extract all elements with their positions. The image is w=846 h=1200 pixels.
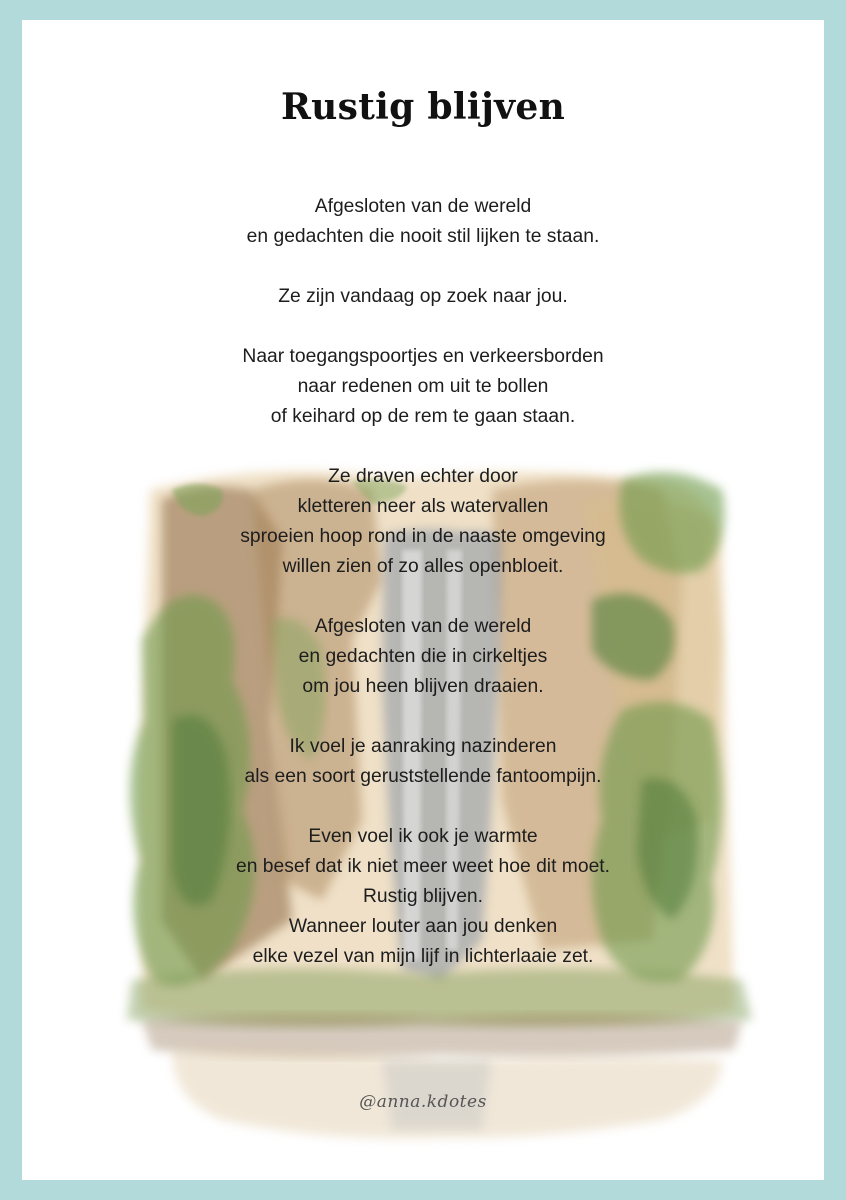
stanza xyxy=(22,612,824,702)
poem-line: willen zien of zo alles openbloeit. xyxy=(282,556,564,577)
stanza xyxy=(22,462,824,582)
poem-body xyxy=(22,192,824,1002)
poem-line: Rustig blijven. xyxy=(362,886,484,907)
poem-line: Ze zijn vandaag op zoek naar jou. xyxy=(278,286,568,307)
poem-line: en gedachten die nooit stil lijken te staan. xyxy=(246,226,600,247)
poem-line: sproeien hoop rond in de naaste omgeving xyxy=(240,526,606,547)
author-signature: @anna.kdotes xyxy=(359,1092,487,1112)
poem-title: Rustig blijven xyxy=(280,86,566,128)
poem-line: en gedachten die in cirkeltjes xyxy=(298,646,548,667)
poem-line: en besef dat ik niet meer weet hoe dit moet. xyxy=(235,856,611,877)
poem-line: Even voel ik ook je warmte xyxy=(308,826,538,847)
poem-line: Afgesloten van de wereld xyxy=(314,616,532,637)
poem-line: of keihard op de rem te gaan staan. xyxy=(270,406,576,427)
stanza xyxy=(22,732,824,792)
poem-line: Afgesloten van de wereld xyxy=(314,196,532,217)
stanza xyxy=(22,282,824,312)
poem-line: Wanneer louter aan jou denken xyxy=(288,916,558,937)
poem-page xyxy=(22,20,824,1180)
stanza xyxy=(22,822,824,972)
poem-line: Ik voel je aanraking nazinderen xyxy=(289,736,557,757)
stanza xyxy=(22,192,824,252)
poem-line: Naar toegangspoortjes en verkeersborden xyxy=(242,346,604,367)
poem-line: Ze draven echter door xyxy=(328,466,518,487)
poem-line: kletteren neer als watervallen xyxy=(297,496,549,517)
poem-line: naar redenen om uit te bollen xyxy=(297,376,549,397)
poem-line: elke vezel van mijn lijf in lichterlaaie zet. xyxy=(252,946,594,967)
stanza xyxy=(22,342,824,432)
poem-line: als een soort geruststellende fantoompijn. xyxy=(244,766,602,787)
poem-line: om jou heen blijven draaien. xyxy=(302,676,544,697)
